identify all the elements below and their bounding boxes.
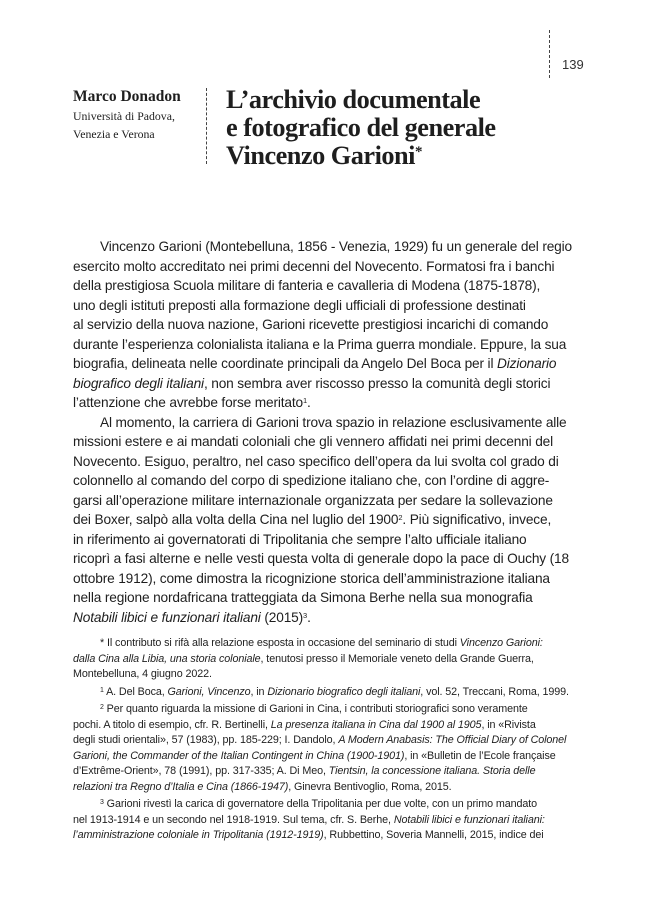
footnote-italic-run: Garioni, Vincenzo bbox=[167, 685, 251, 698]
body-italic-run: biografico degli italiani bbox=[73, 375, 204, 391]
footnote-text-run: , in «Rivista bbox=[481, 718, 536, 731]
footnote-mark: 3 bbox=[100, 799, 104, 806]
body-text-run: biografia, delineata nelle coordinate principali da Angelo Del Boca per il bbox=[73, 356, 497, 371]
body-line: esercito molto accreditato nei primi decenni del Novecento. Formatosi fra i banchi bbox=[73, 258, 555, 274]
footnote-ref: 3 bbox=[303, 610, 308, 620]
body-text-run: l’attenzione che avrebbe forse meritato bbox=[73, 395, 304, 410]
footnote-line bbox=[73, 733, 567, 749]
footnote-text-run: degli studi orientali», 57 (1983), pp. 185-229; I. Dandolo, bbox=[73, 734, 339, 746]
footnote-italic-run: Notabili libici e funzionari italiani: bbox=[393, 813, 545, 826]
footnote-line bbox=[73, 813, 553, 829]
body-line: ricoprì a fasi alterne e nelle vesti questa volta di generale dopo la pace di Ouchy (18 bbox=[73, 551, 569, 566]
title-line-text: Vincenzo Garioni bbox=[226, 141, 415, 170]
footnote-italic-run: relazioni tra Regno d’Italia e Cina (1866-1947) bbox=[73, 780, 289, 793]
footnote-text-run: , Rubbettino, Soveria Mannelli, 2015, indice dei bbox=[323, 829, 544, 841]
footnote-mark: 2 bbox=[100, 704, 104, 711]
footnotes bbox=[73, 636, 569, 846]
body-line: colonnello al comando del corpo di spedizione italiano che, con l’ordine di aggre- bbox=[73, 473, 550, 488]
footnote-line bbox=[73, 718, 553, 734]
footnote-mark: * bbox=[100, 637, 105, 649]
footnote-italic-run: dalla Cina alla Libia, una storia coloniale bbox=[73, 652, 261, 665]
body-line: Vincenzo Garioni (Montebelluna, 1856 - Venezia, 1929) fu un generale del regio bbox=[100, 239, 573, 254]
footnote-text-run: , vol. 52, Treccani, Roma, 1999. bbox=[420, 685, 569, 698]
footnote-text-run: A. Del Boca, bbox=[103, 685, 168, 698]
footnote-star bbox=[73, 636, 553, 683]
footnote-1 bbox=[73, 685, 569, 701]
footnote-ref: 1 bbox=[303, 396, 308, 405]
footnote-italic-run: l’amministrazione coloniale in Tripolitania (1912-1919) bbox=[73, 829, 324, 841]
footnote-line bbox=[73, 828, 553, 844]
body-line: durante l’esperienza colonialista italiana e la Prima guerra mondiale. Eppure, la sua bbox=[73, 336, 567, 352]
title-line-last bbox=[226, 142, 546, 170]
body-italic-run: Notabili libici e funzionari italiani bbox=[73, 609, 261, 625]
footnote-line bbox=[73, 780, 553, 796]
body-text-run: . bbox=[307, 609, 311, 625]
footnote-text-run: Il contributo si rifà alla relazione esposta in occasione del seminario di studi bbox=[104, 637, 460, 649]
body-text-run: . Più significativo, invece, bbox=[402, 512, 552, 527]
footnote-italic-run: A Modern Anabasis: The Official Diary of Colonel bbox=[338, 734, 567, 746]
body-line: Al momento, la carriera di Garioni trova spazio in relazione esclusivamente alle bbox=[100, 414, 567, 430]
article-title bbox=[226, 86, 546, 170]
footnote-ref: 2 bbox=[398, 513, 403, 522]
body-line bbox=[73, 354, 557, 374]
footnote-italic-run: La presenza italiana in Cina dal 1900 al 1905 bbox=[270, 718, 482, 731]
body-line: uno degli istituti preposti alla formazione degli ufficiali di professione destinati bbox=[73, 297, 526, 313]
body-line bbox=[73, 374, 553, 394]
footnote-line bbox=[73, 797, 553, 813]
body-line bbox=[73, 608, 553, 628]
footnote-line bbox=[73, 685, 569, 701]
footnote-3 bbox=[73, 797, 553, 844]
footnote-text-run: , in «Bulletin de l’Ecole française bbox=[404, 749, 556, 762]
body-line: della prestigiosa Scuola militare di fanteria e cavalleria di Modena (1875-1878), bbox=[73, 278, 541, 293]
footnote-text-run: nel 1913-1914 e un secondo nel 1918-1919. Sul tema, cfr. S. Berhe, bbox=[73, 813, 394, 826]
footnote-line bbox=[73, 636, 553, 652]
footnote-text-run: , in bbox=[250, 685, 268, 698]
author-block bbox=[73, 87, 198, 143]
footnote-italic-run: Vincenzo Garioni: bbox=[459, 637, 543, 649]
title-footnote-mark: * bbox=[414, 144, 422, 160]
footnote-italic-run: Garioni, the Commander of the Italian Contingent in China (1900-1901) bbox=[73, 749, 405, 762]
body-line: al servizio della nuova nazione, Garioni ricevette prestigiosi incarichi di comando bbox=[73, 317, 549, 332]
author-name: Marco Donadon bbox=[73, 88, 181, 105]
body-text-run: , non sembra aver riscosso presso la comunità degli storici bbox=[203, 375, 551, 391]
footnote-line: Montebelluna, 4 giugno 2022. bbox=[73, 668, 212, 680]
footnote-text-run: , tenutosi presso il Memoriale veneto della Grande Guerra, bbox=[260, 652, 534, 665]
author-affiliation-line: Università di Padova, bbox=[73, 109, 175, 123]
body-text-run: dei Boxer, salpò alla volta della Cina nel luglio del 1900 bbox=[73, 512, 399, 527]
body-italic-run: Dizionario bbox=[497, 356, 557, 371]
footnote-text-run: pochi. A titolo di esempio, cfr. R. Bertinelli, bbox=[73, 718, 271, 731]
footnote-text-run: , Ginevra Bentivoglio, Roma, 2015. bbox=[288, 780, 452, 793]
footnote-2 bbox=[73, 702, 567, 795]
body-line: nella regione nordafricana tratteggiata da Simona Berhe nella sua monografia bbox=[73, 590, 533, 605]
title-line: e fotografico del generale bbox=[226, 113, 496, 142]
footnote-line bbox=[73, 764, 553, 780]
body-text-run: . bbox=[307, 395, 311, 410]
footnote-mark: 1 bbox=[100, 686, 104, 694]
body-line: ottobre 1912), come dimostra la ricognizione storica dell’amministrazione italiana bbox=[73, 570, 550, 586]
title-line: L’archivio documentale bbox=[226, 85, 481, 114]
body-line bbox=[73, 510, 553, 530]
footnote-line bbox=[73, 702, 553, 718]
footnote-line bbox=[73, 749, 556, 765]
footnote-text-run: Garioni rivestì la carica di governatore della Tripolitania per due volte, con un primo mandato bbox=[103, 798, 537, 810]
body-line: in riferimento ai governatorati di Tripolitania che sempre l’alto ufficiale italiano bbox=[73, 531, 527, 547]
page-number: 139 bbox=[562, 57, 584, 72]
body-line bbox=[73, 393, 553, 413]
footnote-italic-run: Tientsin, la concessione italiana. Storia delle bbox=[328, 765, 536, 777]
header-rule bbox=[549, 30, 550, 78]
body-line: missioni estere e ai mandati coloniali che gli vennero affidati nei primi decenni del bbox=[73, 434, 554, 449]
author-affiliation-line: Venezia e Verona bbox=[73, 127, 155, 141]
footnote-italic-run: Dizionario biografico degli italiani bbox=[267, 685, 421, 698]
body-line: garsi all’operazione militare internazionale organizzata per sedare la sollevazione bbox=[73, 492, 553, 508]
footnote-text-run: Per quanto riguarda la missione di Garioni in Cina, i contributi storiografici sono veramente bbox=[103, 703, 528, 715]
body-text-run: (2015) bbox=[260, 609, 304, 625]
title-rule bbox=[206, 88, 207, 164]
body-line: Novecento. Esiguo, peraltro, nel caso specifico dell’opera da lui svolta col grado di bbox=[73, 453, 559, 469]
footnote-line bbox=[73, 652, 553, 668]
footnote-text-run: d’Extrême-Orient», 78 (1991), pp. 317-335; A. Di Meo, bbox=[73, 765, 329, 777]
body-text bbox=[73, 237, 573, 627]
